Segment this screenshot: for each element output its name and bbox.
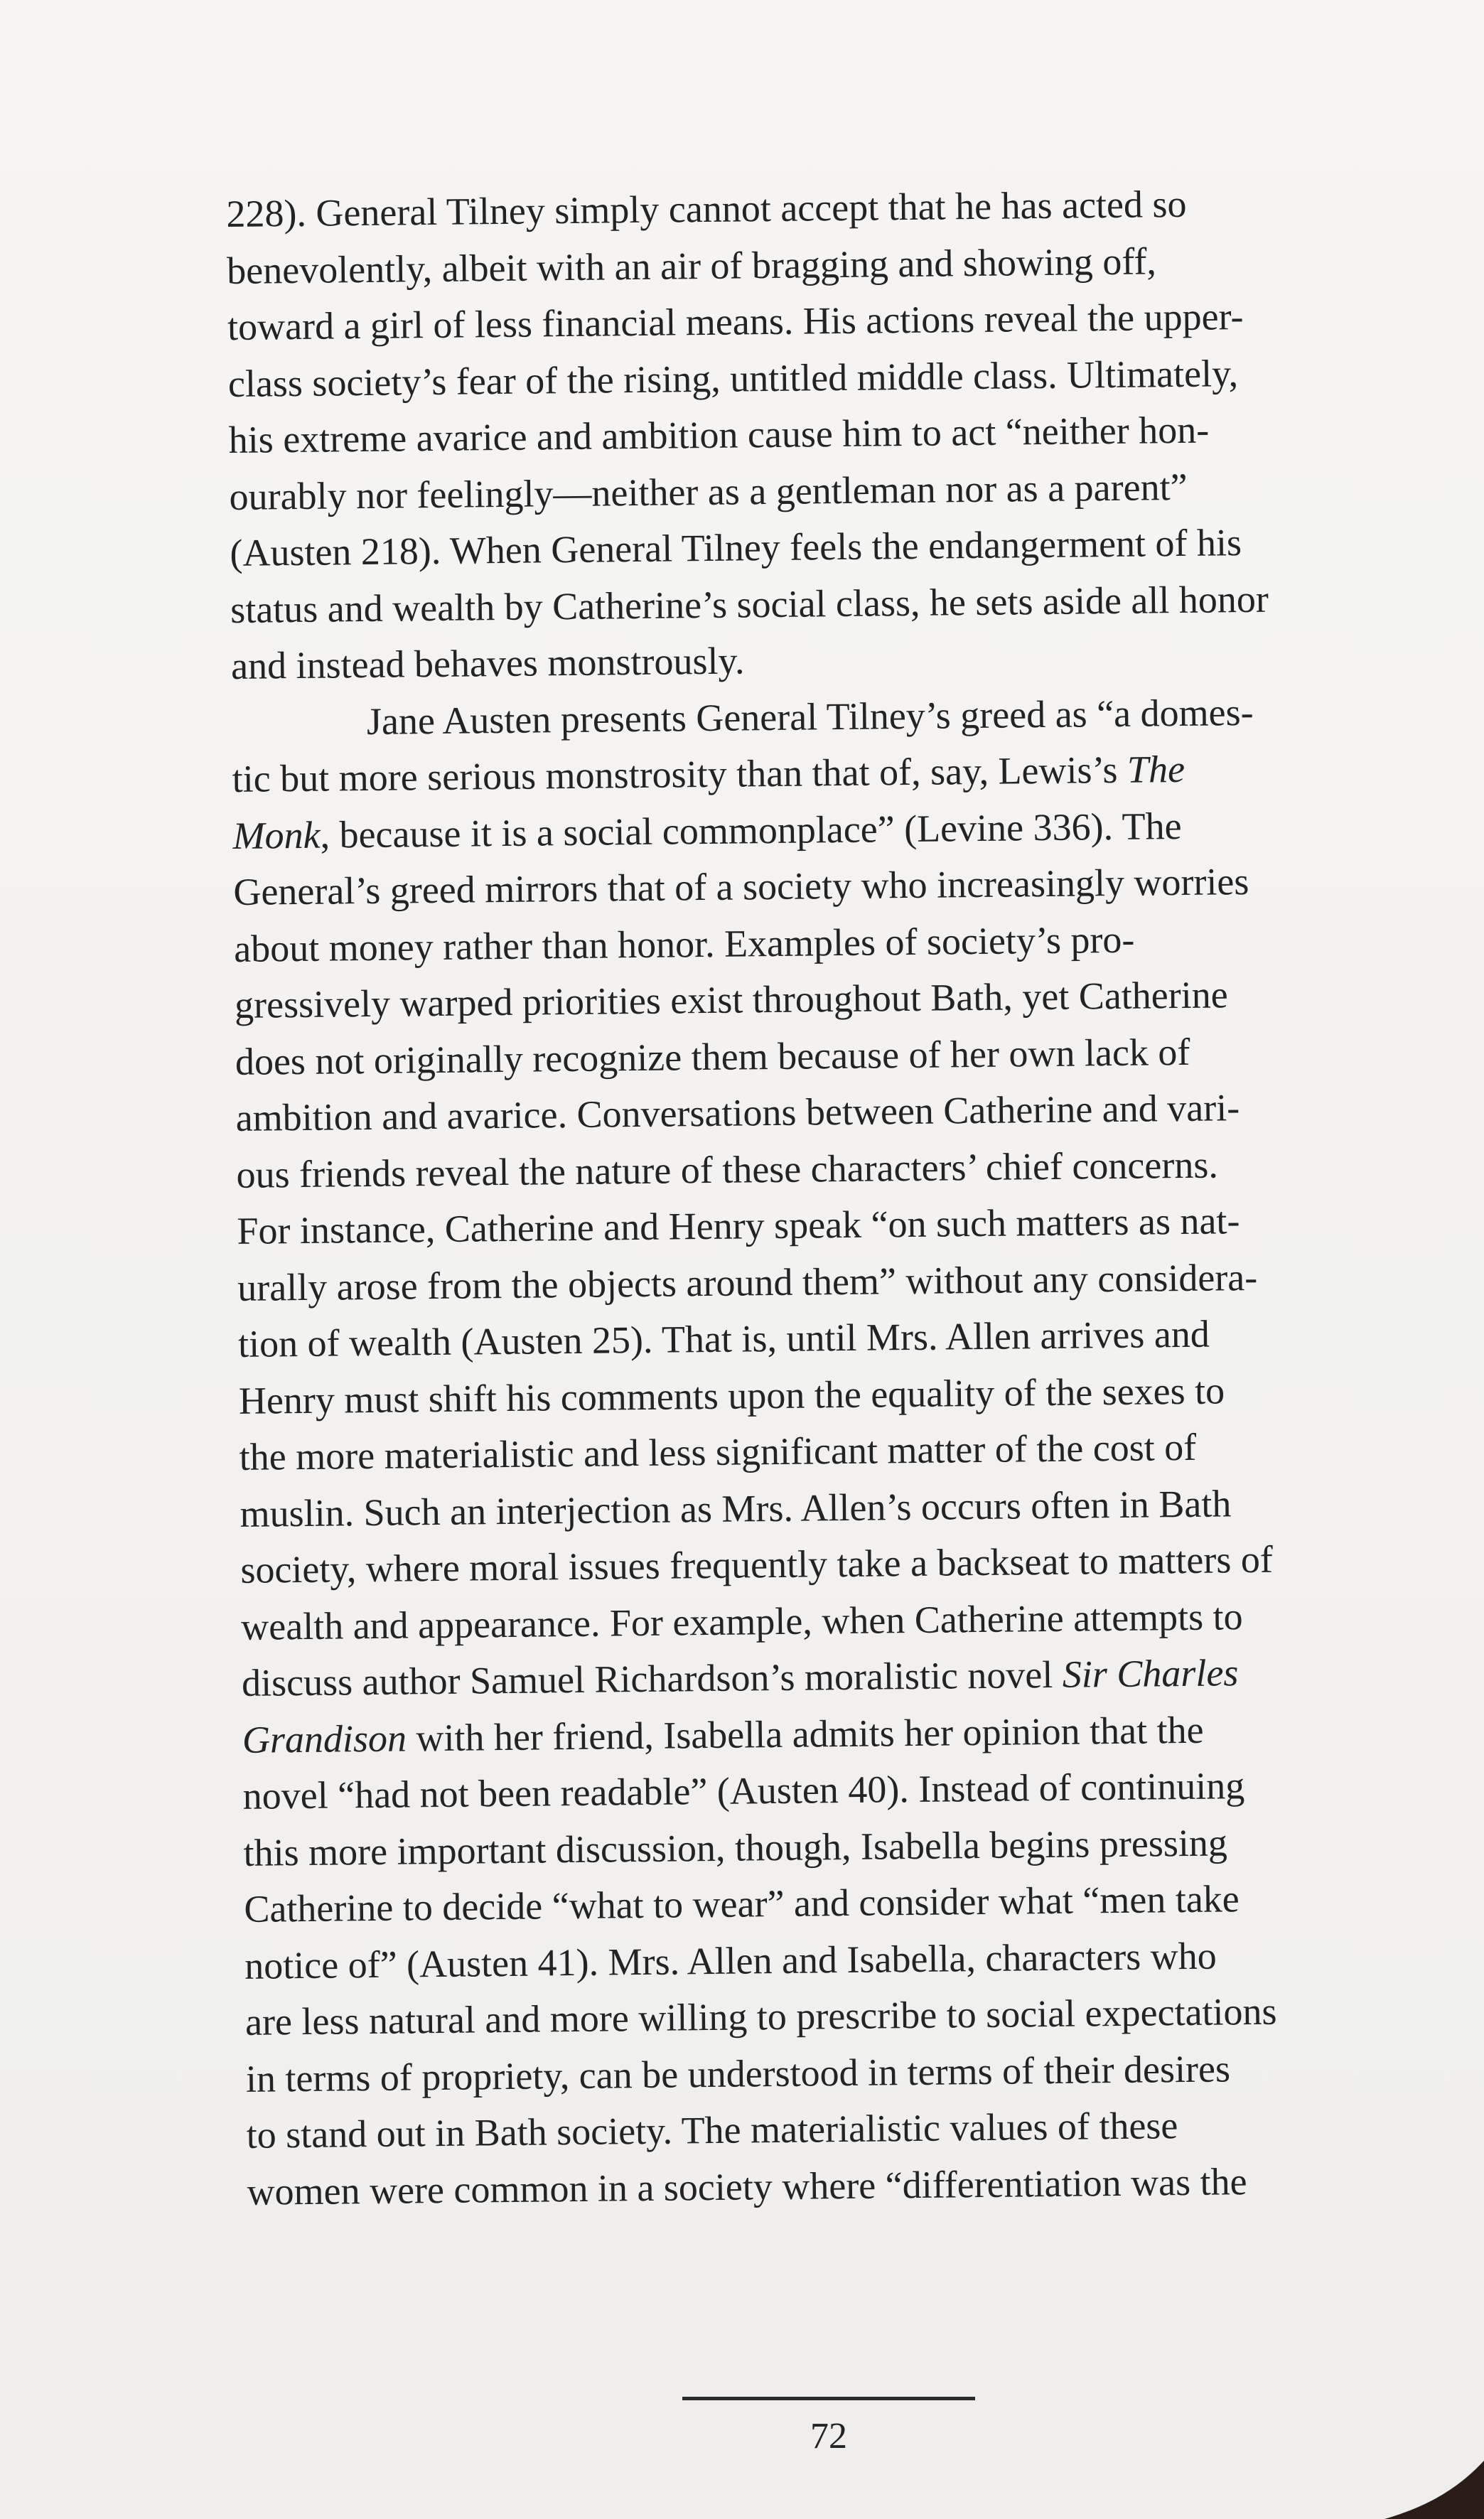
text-run: tic but more serious monstrosity than that of, say, Lewis’s bbox=[232, 748, 1128, 800]
text-run: Henry must shift his comments upon the equality of the sexes to bbox=[238, 1368, 1225, 1422]
text-run: For instance, Catherine and Henry speak “on such matters as nat- bbox=[237, 1199, 1240, 1252]
text-run: with her friend, Isabella admits her opinion that the bbox=[406, 1708, 1204, 1759]
text-run: discuss author Samuel Richardson’s moralistic novel bbox=[241, 1653, 1063, 1704]
page-number: 72 bbox=[810, 2416, 847, 2456]
text-run: , because it is a social commonplace” (Levine 336). The bbox=[320, 804, 1182, 856]
text-run: this more important discussion, though, Isabella begins pressing bbox=[243, 1820, 1228, 1874]
text-run: toward a girl of less financial means. His actions reveal the upper- bbox=[227, 295, 1244, 348]
text-run: novel “had not been readable” (Austen 40). Instead of continuing bbox=[242, 1764, 1245, 1817]
text-run: his extreme avarice and ambition cause him to act “neither hon- bbox=[228, 408, 1210, 461]
italic-title: The bbox=[1127, 747, 1185, 791]
text-run: (Austen 218). When General Tilney feels the endangerment of his bbox=[230, 521, 1242, 574]
text-run: Jane Austen presents General Tilney’s greed as “a domes- bbox=[366, 690, 1254, 743]
footer-rule bbox=[682, 2397, 975, 2400]
text-run: and instead behaves monstrously. bbox=[230, 639, 745, 687]
text-run: notice of” (Austen 41). Mrs. Allen and Isabella, characters who bbox=[244, 1934, 1217, 1987]
text-run: ambition and avarice. Conversations between Catherine and vari- bbox=[235, 1086, 1240, 1139]
text-run: General’s greed mirrors that of a society who increasingly worries bbox=[233, 859, 1249, 913]
text-line bbox=[247, 2152, 1406, 2220]
text-run: status and wealth by Catherine’s social class, he sets aside all honor bbox=[230, 577, 1269, 631]
text-run: does not originally recognize them because of her own lack of bbox=[235, 1030, 1190, 1083]
text-run: ourably nor feelingly—neither as a gentleman nor as a parent” bbox=[229, 465, 1188, 518]
text-run: about money rather than honor. Examples of society’s pro- bbox=[233, 918, 1135, 970]
text-run: 228). General Tilney simply cannot accept that he has acted so bbox=[226, 182, 1187, 235]
text-run: benevolently, albeit with an air of bragging and showing off, bbox=[226, 239, 1157, 292]
italic-title: Monk bbox=[232, 813, 321, 857]
text-run: are less natural and more willing to prescribe to social expectations bbox=[244, 1989, 1277, 2043]
italic-title: Sir Charles bbox=[1062, 1651, 1239, 1696]
body-text bbox=[226, 174, 1406, 2220]
text-run: gressively warped priorities exist throughout Bath, yet Catherine bbox=[234, 973, 1228, 1026]
text-run: in terms of propriety, can be understood in terms of their desires bbox=[245, 2046, 1231, 2100]
text-run: muslin. Such an interjection as Mrs. Allen’s occurs often in Bath bbox=[240, 1481, 1232, 1535]
page-edge-shadow bbox=[1384, 2434, 1484, 2519]
text-run: to stand out in Bath society. The materialistic values of these bbox=[246, 2104, 1178, 2157]
text-run: ous friends reveal the nature of these characters’ chief concerns. bbox=[236, 1142, 1219, 1196]
text-run: urally arose from the objects around them” without any considera- bbox=[237, 1255, 1258, 1309]
text-run: class society’s fear of the rising, untitled middle class. Ultimately, bbox=[227, 351, 1239, 405]
text-run: women were common in a society where “differentiation was the bbox=[247, 2159, 1247, 2213]
text-run: Catherine to decide “what to wear” and consider what “men take bbox=[244, 1877, 1240, 1930]
text-run: society, where moral issues frequently take a backseat to matters of bbox=[240, 1537, 1274, 1591]
text-run: the more materialistic and less significant matter of the cost of bbox=[239, 1425, 1197, 1478]
italic-title: Grandison bbox=[242, 1716, 407, 1761]
text-run: tion of wealth (Austen 25). That is, until Mrs. Allen arrives and bbox=[237, 1312, 1210, 1365]
text-run: wealth and appearance. For example, when Catherine attempts to bbox=[240, 1594, 1243, 1648]
